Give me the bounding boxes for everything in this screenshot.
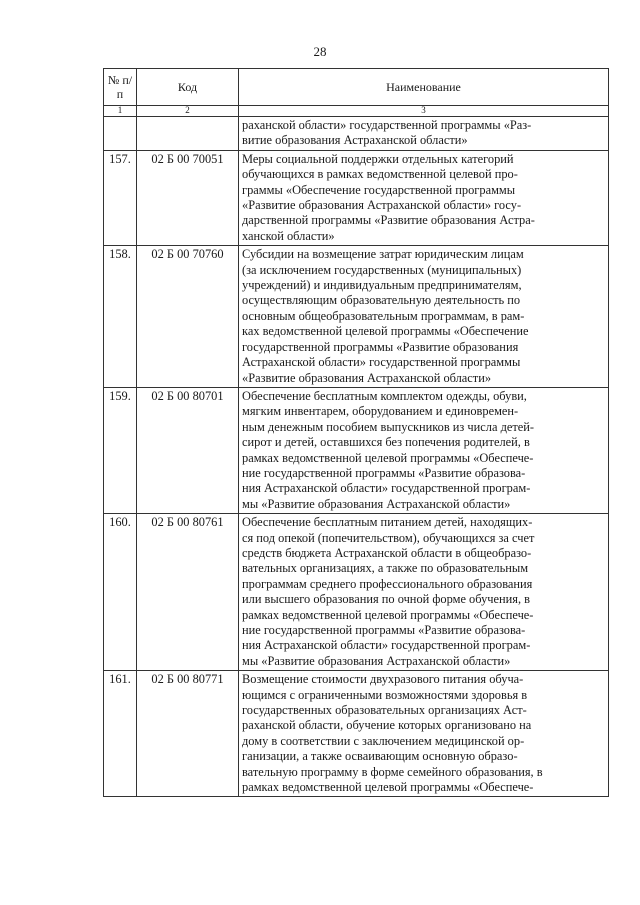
table-row <box>104 117 609 151</box>
row-description <box>239 671 609 797</box>
row-code: 02 Б 00 80771 <box>137 671 239 797</box>
row-number: 159. <box>104 387 137 513</box>
description-line: программам среднего профессионального образования <box>242 576 533 591</box>
description-line: «Развитие образования Астраханской области» госу- <box>242 198 522 213</box>
description-line: ющимся с ограниченными возможностями здоровья в <box>242 687 528 702</box>
index-cell: 1 <box>104 106 137 117</box>
description-line: ках ведомственной целевой программы «Обеспечение <box>242 324 529 339</box>
description-line: Меры социальной поддержки отдельных категорий <box>242 151 514 166</box>
description-line: вательных организациях, а также по образовательным <box>242 561 529 576</box>
header-name: Наименование <box>239 69 609 106</box>
description-line: дарственной программы «Развитие образования Астра- <box>242 213 535 228</box>
description-line: вательную программу в форме семейного образования, в <box>242 764 543 779</box>
table-row <box>104 246 609 388</box>
row-description <box>239 117 609 151</box>
description-line: ния Астраханской области» государственной програм- <box>242 481 531 496</box>
header-num: № п/п <box>104 69 137 106</box>
table-row <box>104 387 609 513</box>
row-number: 160. <box>104 514 137 671</box>
description-line: ние государственной программы «Развитие образова- <box>242 623 526 637</box>
page-number: 28 <box>313 44 327 59</box>
row-code: 02 Б 00 70760 <box>137 246 239 388</box>
description-line: рамках ведомственной целевой программы «Обеспече- <box>242 450 534 465</box>
description-line: Обеспечение бесплатным питанием детей, находящих- <box>242 515 533 530</box>
description-line: или высшего образования по очной форме обучения, в <box>242 592 530 607</box>
description-line: основным общеобразовательным программам, в рам- <box>242 308 525 323</box>
header-row <box>104 69 609 106</box>
description-line: ным денежным пособием выпускников из числа детей- <box>242 419 535 434</box>
description-line: мягким инвентарем, оборудованием и единовремен- <box>242 404 519 419</box>
description-line: рамках ведомственной целевой программы «Обеспече- <box>242 607 534 622</box>
row-code: 02 Б 00 80761 <box>137 514 239 671</box>
description-line: Субсидии на возмещение затрат юридическим лицам <box>242 247 524 262</box>
description-line: ганизации, а также осваивающим основную образо- <box>242 749 518 764</box>
description-line: государственной программы «Развитие образования <box>242 339 519 354</box>
row-description <box>239 150 609 245</box>
row-code <box>137 117 239 151</box>
description-line: государственных образовательных организациях Аст- <box>242 703 527 718</box>
description-line: (за исключением государственных (муниципальных) <box>242 262 522 277</box>
description-line: ханской области» <box>242 228 335 243</box>
description-line: Обеспечение бесплатным комплектом одежды, обуви, <box>242 388 527 403</box>
row-code: 02 Б 00 80701 <box>137 387 239 513</box>
index-cell: 3 <box>239 106 609 117</box>
description-line: сирот и детей, оставшихся без попечения родителей, в <box>242 435 530 450</box>
row-number: 161. <box>104 671 137 797</box>
row-description <box>239 514 609 671</box>
index-cell: 2 <box>137 106 239 117</box>
description-line: Астраханской области» государственной программы <box>242 355 521 370</box>
row-description <box>239 246 609 388</box>
description-line: средств бюджета Астраханской области в общеобразо- <box>242 545 532 560</box>
table-row <box>104 150 609 245</box>
description-line: мы «Развитие образования Астраханской области» <box>242 496 511 511</box>
header-code: Код <box>137 69 239 106</box>
description-line: Возмещение стоимости двухразового питания обуча- <box>242 672 524 687</box>
description-line: рамках ведомственной целевой программы «Обеспече- <box>242 780 534 795</box>
description-line: витие образования Астраханской области» <box>242 133 468 148</box>
table-row <box>104 514 609 671</box>
description-line: осуществляющим образовательную деятельность по <box>242 293 521 308</box>
description-line: ся под опекой (попечительством), обучающихся за счет <box>242 530 535 545</box>
description-line: дому в соответствии с заключением медицинской ор- <box>242 733 525 748</box>
description-line: «Развитие образования Астраханской области» <box>242 370 492 385</box>
row-number <box>104 117 137 151</box>
description-line: ние государственной программы «Развитие образова- <box>242 465 526 480</box>
row-code: 02 Б 00 70051 <box>137 150 239 245</box>
description-line: раханской области» государственной программы «Раз- <box>242 118 532 132</box>
budget-code-table <box>103 68 609 797</box>
description-line: мы «Развитие образования Астраханской области» <box>242 653 511 668</box>
description-line: раханской области, обучение которых организовано на <box>242 718 532 733</box>
row-description <box>239 387 609 513</box>
row-number: 158. <box>104 246 137 388</box>
table-row <box>104 671 609 797</box>
description-line: ния Астраханской области» государственной програм- <box>242 638 531 653</box>
description-line: граммы «Обеспечение государственной программы <box>242 182 516 197</box>
index-row <box>104 106 609 117</box>
row-number: 157. <box>104 150 137 245</box>
description-line: обучающихся в рамках ведомственной целевой про- <box>242 167 518 182</box>
description-line: учреждений) и индивидуальным предпринимателям, <box>242 278 522 293</box>
